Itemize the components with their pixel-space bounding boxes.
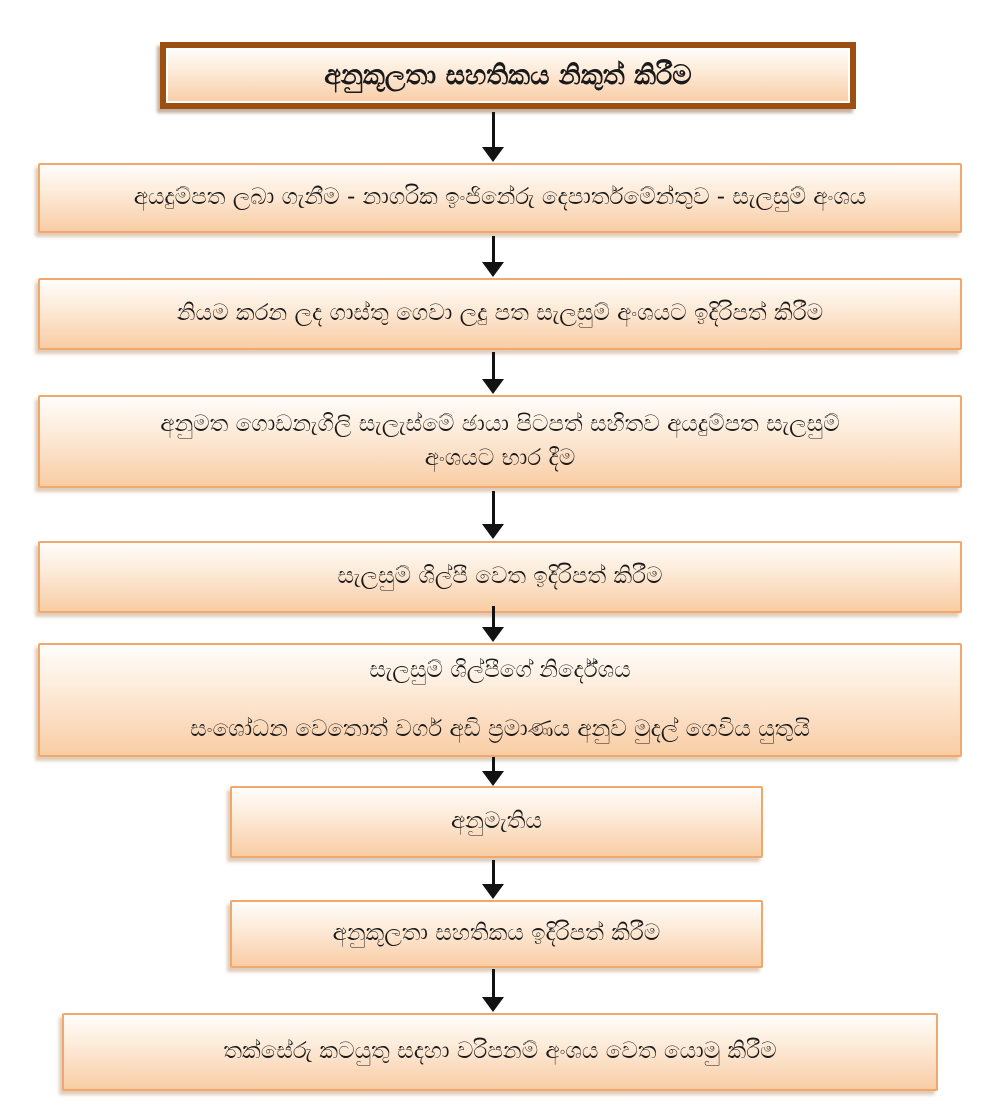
- step-label: තක්සේරු කටයුතු සදහා වරිපනම් අංශය වෙත යොමු කිරීම: [223, 1038, 777, 1065]
- step-box-refer-to-assessment-division: [62, 1013, 938, 1091]
- step-label: නියම කරන ලද ගාස්තු ගෙවා ලදු පත සැලසුම් අංශයට ඉදිරිපත් කිරීම: [176, 300, 824, 327]
- arrow-head-icon: [482, 379, 504, 394]
- flow-arrow-down-8: [481, 969, 505, 1012]
- arrow-stem: [492, 352, 495, 379]
- flowchart-title-box: [160, 42, 856, 109]
- step-label-line1: සැලසුම් ශිල්පීගේ නිර්දේශය: [369, 656, 631, 683]
- arrow-head-icon: [482, 997, 504, 1012]
- step-label-line1: අනුමත ගොඩනැගිලි සැලැස්මේ ඡායා පිටපත් සහිතව අයදුම්පත සැලසුම්: [160, 411, 840, 438]
- step-box-approval: [230, 786, 763, 858]
- arrow-head-icon: [482, 627, 504, 642]
- flow-arrow-down-2: [481, 236, 505, 277]
- arrow-stem: [492, 606, 495, 627]
- arrow-stem: [492, 757, 495, 771]
- flow-arrow-down-6: [481, 757, 505, 786]
- step-box-handover-application-with-plan-copies: [38, 395, 962, 488]
- flow-arrow-down-3: [481, 352, 505, 394]
- flow-arrow-down-4: [481, 491, 505, 539]
- arrow-stem: [492, 969, 495, 997]
- step-label: අනුමැතිය: [450, 808, 542, 835]
- step-label-line2: අංශයට භාර දීම: [424, 444, 576, 471]
- step-box-submit-to-planning-officer: [38, 541, 962, 613]
- arrow-head-icon: [482, 884, 504, 899]
- step-label-line2: සංශෝධන වෙතොත් වර්ග අඩි ප්‍රමාණය අනුව මුදල් ගෙවිය යුතුයි: [190, 716, 810, 742]
- arrow-head-icon: [482, 147, 504, 162]
- step-label: සැලසුම් ශිල්පී වෙත ඉදිරිපත් කිරීම: [337, 563, 663, 590]
- flow-arrow-down-7: [481, 860, 505, 899]
- arrow-stem: [492, 112, 495, 147]
- step-label: අනුකූලතා සහතිකය ඉදිරිපත් කිරීම: [332, 920, 661, 947]
- step-box-submit-conformity-certificate: [230, 900, 763, 968]
- arrow-stem: [492, 860, 495, 884]
- arrow-head-icon: [482, 524, 504, 539]
- step-label: අයදුම්පත ලබා ගැනීම - නාගරික ඉංජිනේරු දෙපාර්තමේන්තුව - සැලසුම් අංශය: [133, 184, 867, 211]
- flow-arrow-down-5: [481, 606, 505, 642]
- arrow-head-icon: [482, 262, 504, 277]
- step-box-pay-fee-submit-receipt: [38, 278, 962, 350]
- arrow-stem: [492, 236, 495, 262]
- step-box-receive-application: [38, 163, 962, 233]
- arrow-stem: [492, 491, 495, 524]
- arrow-head-icon: [482, 771, 504, 786]
- flow-arrow-down-1: [481, 112, 505, 162]
- step-box-planning-officer-recommendation: [38, 643, 962, 757]
- flowchart-title: අනුකූලතා සහතිකය නිකුත් කිරීම: [324, 59, 692, 91]
